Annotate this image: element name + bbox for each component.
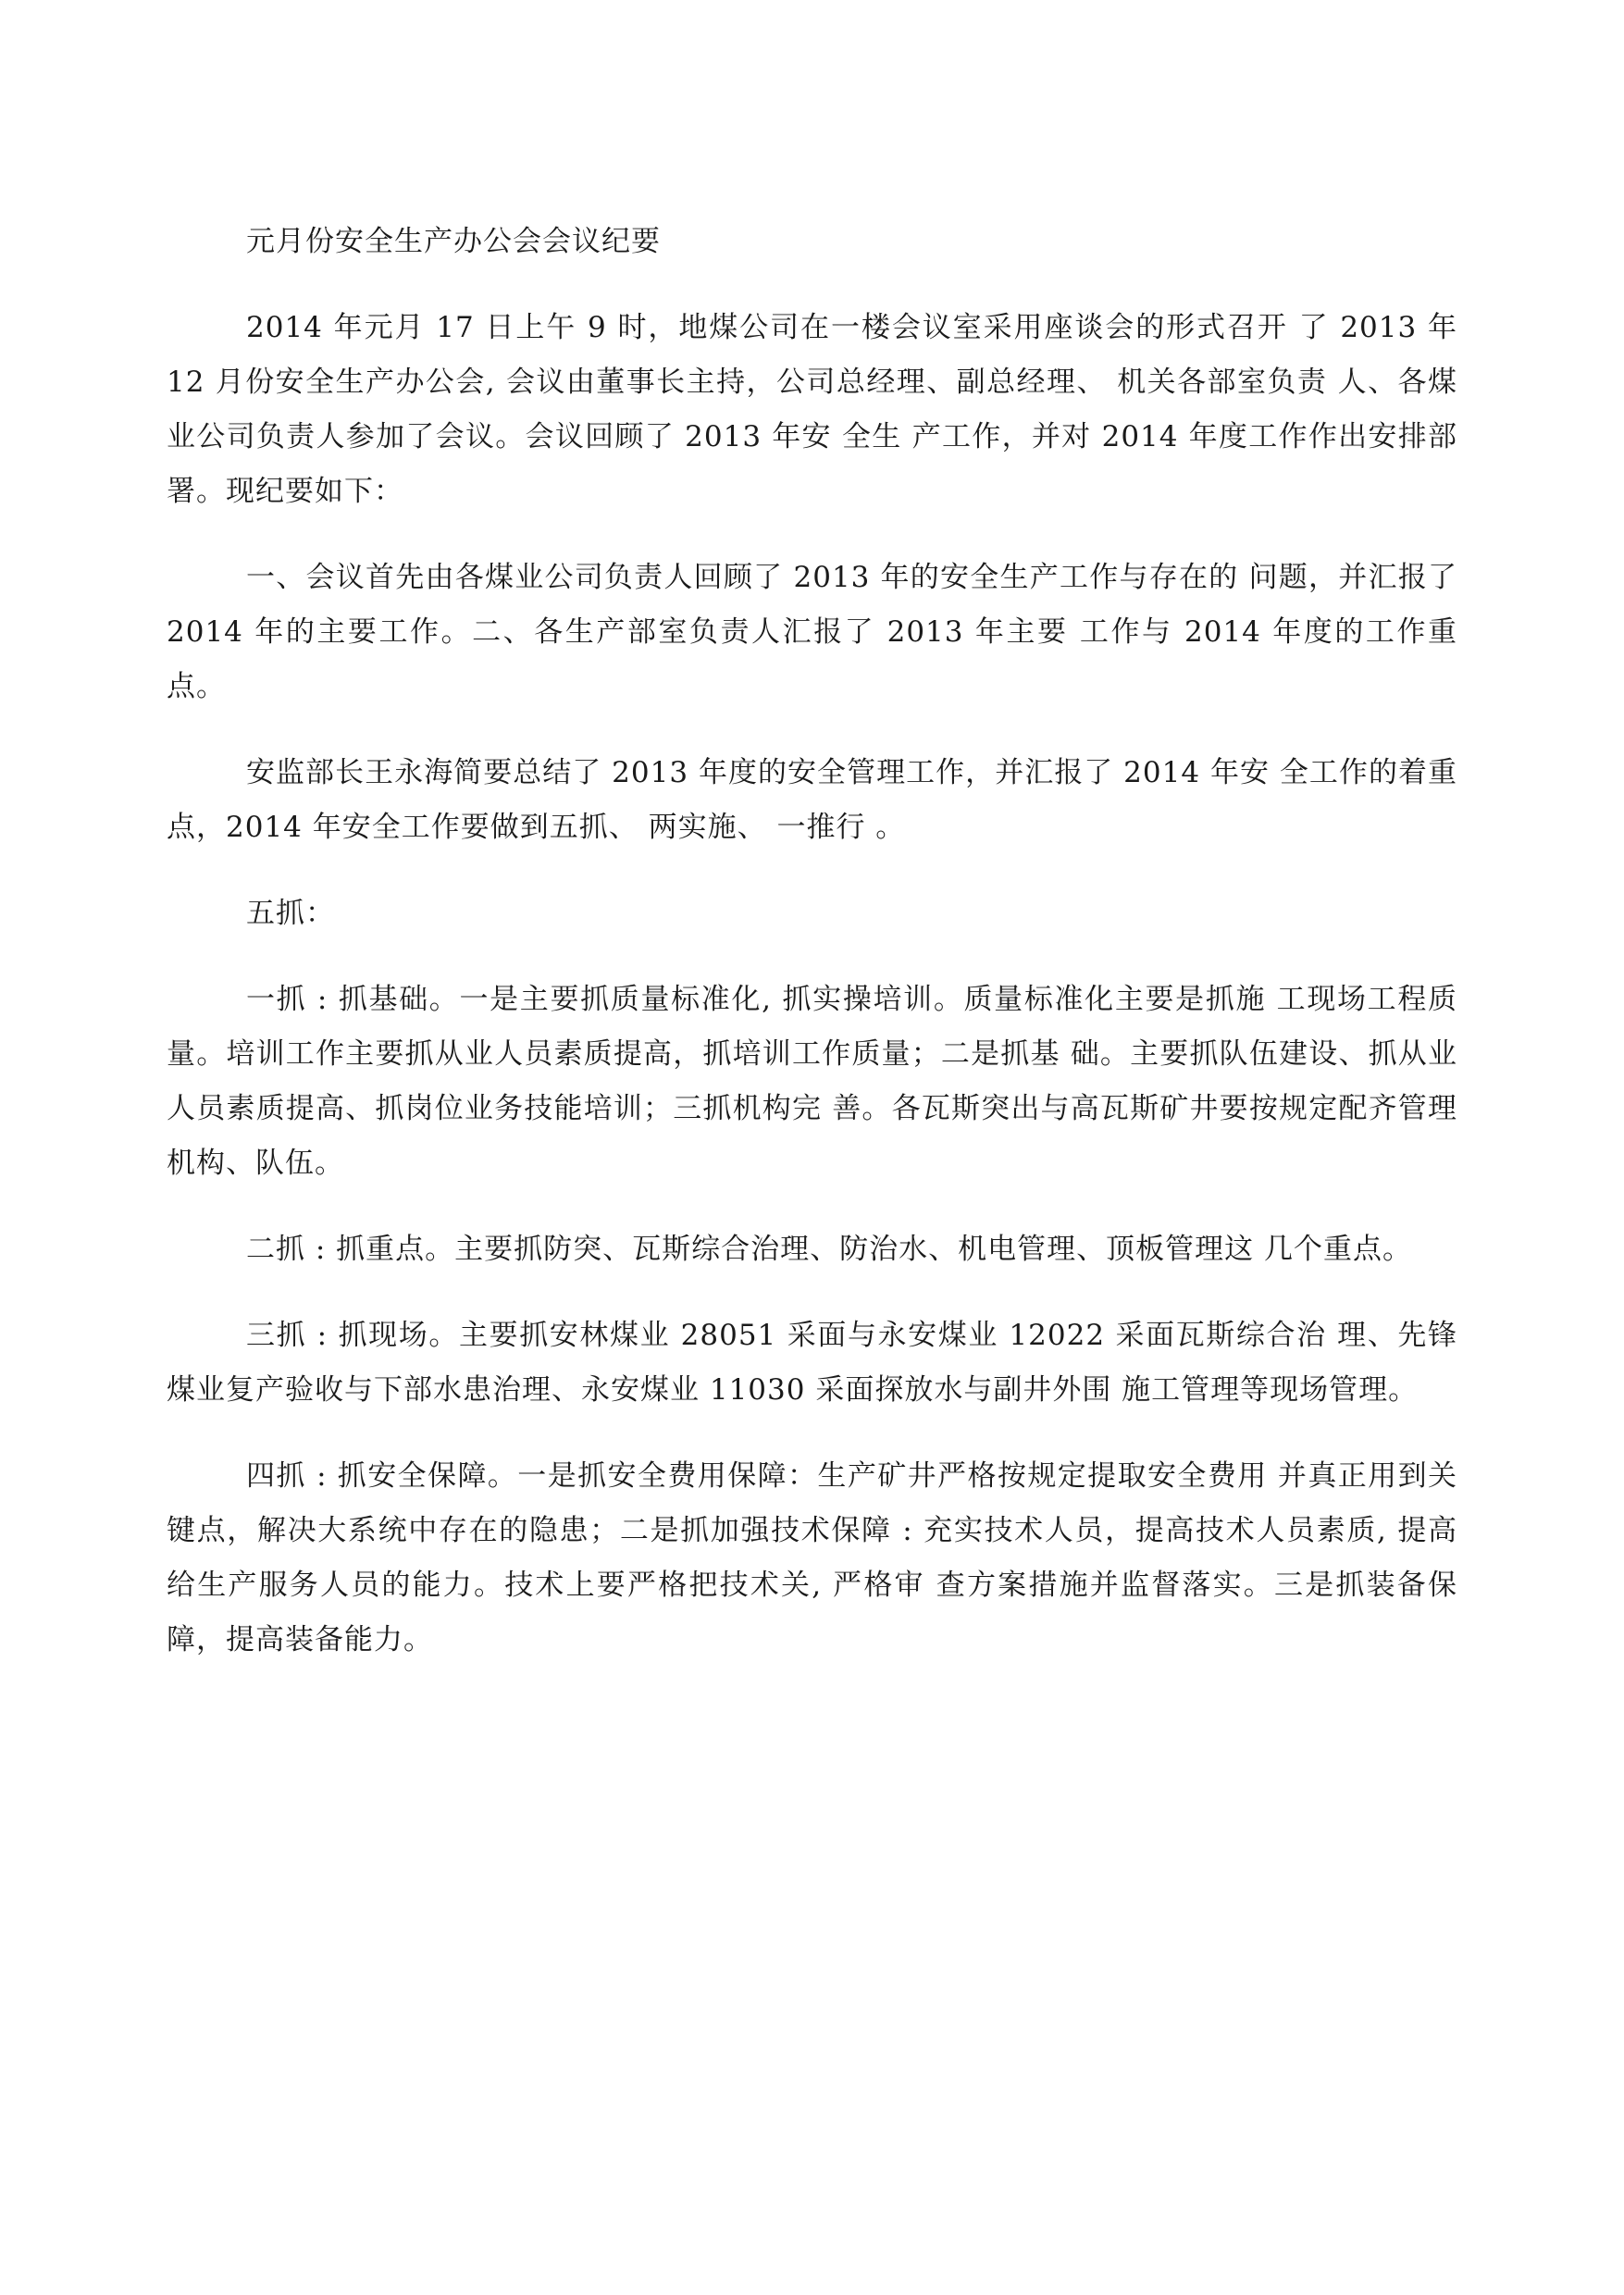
- paragraph-five-grasps-heading: 五抓：: [246, 897, 335, 930]
- paragraph-grasp-four: 四抓 : 抓安全保障。一是抓安全费用保障：生产矿井严格按规定提取安全费用 并真正用到关键点，解决大系统中存在的隐患；二是抓加强技术保障 : 充实技术人员，提高技术人员素质, 提高给生产服务人员的能力。技术上要严格把技术关, 严格审 查方案措施并监督落实。三是抓装备保障，提高装备能力。: [167, 1459, 1457, 1656]
- document-title: 元月份安全生产办公会会议纪要: [246, 225, 661, 258]
- paragraph-section-one-two: 一、会议首先由各煤业公司负责人回顾了 2013 年的安全生产工作与存在的 问题，并汇报了 2014 年的主要工作。二、各生产部室负责人汇报了 2013 年主要 工作与 2014 年度的工作重点。: [167, 561, 1457, 703]
- paragraph-safety-summary: 安监部长王永海简要总结了 2013 年度的安全管理工作，并汇报了 2014 年安 全工作的着重点，2014 年安全工作要做到五抓、 两实施、 一推行 。: [167, 756, 1457, 844]
- paragraph-grasp-three: 三抓 : 抓现场。主要抓安林煤业 28051 采面与永安煤业 12022 采面瓦斯综合治 理、先锋煤业复产验收与下部水患治理、永安煤业 11030 采面探放水与副井外围 施工管理等现场管理。: [167, 1319, 1457, 1407]
- paragraph-grasp-one: 一抓 : 抓基础。一是主要抓质量标准化, 抓实操培训。质量标准化主要是抓施 工现场工程质量。培训工作主要抓从业人员素质提高，抓培训工作质量；二是抓基 础。主要抓队伍建设、抓从业人员素质提高、抓岗位业务技能培训；三抓机构完 善。各瓦斯突出与高瓦斯矿井要按规定配齐管理机构、队伍。: [167, 983, 1457, 1180]
- paragraph-grasp-two: 二抓 : 抓重点。主要抓防突、瓦斯综合治理、防治水、机电管理、顶板管理这 几个重点。: [246, 1233, 1413, 1266]
- document-body: [167, 215, 1457, 1668]
- paragraph-meeting-overview: 2014 年元月 17 日上午 9 时，地煤公司在一楼会议室采用座谈会的形式召开 了 2013 年 12 月份安全生产办公会, 会议由董事长主持，公司总经理、副总经理、 机关各部室负责 人、各煤业公司负责人参加了会议。会议回顾了 2013 年安 全生 产工作，并对 2014 年度工作作出安排部署。现纪要如下：: [167, 311, 1457, 508]
